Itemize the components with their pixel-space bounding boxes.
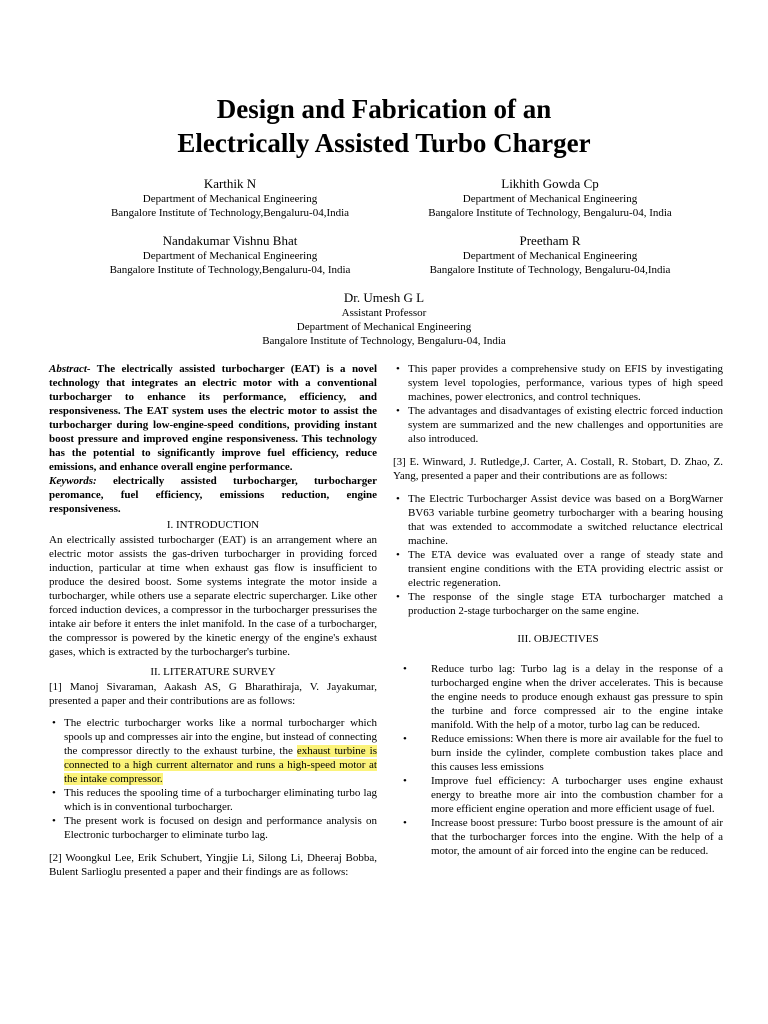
objective-text: Increase boost pressure: Turbo boost pressure is the amount of air that the turbocharger forces into the engine. With the help of a motor, the amount of air forced into the engine can be reduced.: [431, 817, 723, 857]
bullet-icon: •: [396, 363, 400, 375]
objective-text: Reduce turbo lag: Turbo lag is a delay in the response of a turbocharged engine when the driver accelerates. This is because the engine needs to produce enough exhaust gas pressure to spin the turbine and force compressed air to the engine intake manifold. With the help of a motor, turbo lag can be reduced.: [431, 663, 723, 731]
list-item: [393, 548, 723, 590]
bullet-icon: •: [396, 493, 400, 505]
author-dept: Department of Mechanical Engineering: [142, 250, 318, 262]
list-item: [393, 492, 723, 548]
keywords: [49, 474, 377, 516]
bullet-icon: •: [396, 591, 400, 603]
bullet-icon: •: [396, 405, 400, 417]
author-name: Nandakumar Vishnu Bhat: [162, 233, 298, 248]
ref3-bullet3-text: The response of the single stage ETA turbocharger matched a production 2-stage turbocharger on the same engine.: [408, 591, 723, 617]
ref2-bullet2-text: The advantages and disadvantages of existing electric forced induction system are summarized and the new challenges and opportunities are also introduced.: [408, 405, 723, 445]
list-item: [393, 362, 723, 404]
author-inst: Bangalore Institute of Technology, Bengaluru-04, India: [428, 207, 672, 219]
author-name: Likhith Gowda Cp: [501, 176, 599, 191]
right-column: [393, 362, 723, 858]
author-inst: Bangalore Institute of Technology, Bengaluru-04,India: [429, 264, 671, 276]
left-column: [49, 362, 377, 879]
list-item: [393, 590, 723, 618]
author-name: Preetham R: [519, 233, 581, 248]
abstract-label: Abstract-: [49, 363, 91, 375]
author-inst: Bangalore Institute of Technology, Bengaluru-04, India: [262, 335, 506, 347]
list-item: [393, 774, 723, 816]
bullet-icon: •: [403, 663, 407, 675]
objective-text: Improve fuel efficiency: A turbocharger uses engine exhaust energy to breathe more air into the combustion chamber for a more efficient engine operation and more efficient usage of fuel.: [431, 775, 723, 815]
paper-title-line-1: Design and Fabrication of an: [216, 94, 552, 124]
ref1-paragraph: [1] Manoj Sivaraman, Aakash AS, G Bharathiraja, V. Jayakumar, presented a paper and their contributions are as follows:: [49, 681, 377, 707]
author-dept: Department of Mechanical Engineering: [142, 193, 318, 205]
bullet-icon: •: [52, 787, 56, 799]
bullet-icon: •: [403, 775, 407, 787]
author-block-2: [395, 176, 705, 220]
author-inst: Bangalore Institute of Technology,Bengaluru-04, India: [109, 264, 351, 276]
ref3-bullet1-text: The Electric Turbocharger Assist device was based on a BorgWarner BV63 variable turbine geometry turbocharger with a bearing housing that was extended to accommodate a switched reluctance electrical machine.: [408, 493, 723, 547]
paper-title-line-2: Electrically Assisted Turbo Charger: [177, 128, 591, 158]
ref1-bullet3-text: The present work is focused on design and performance analysis on Electronic turbocharger to eliminate turbo lag.: [64, 815, 377, 841]
ref3-paragraph: [3] E. Winward, J. Rutledge,J. Carter, A. Costall, R. Stobart, D. Zhao, Z. Yang, presented a paper and their contributions are as follows:: [393, 456, 723, 482]
keywords-text: electrically assisted turbocharger, turbocharger peromance, fuel efficiency, emissions reduction, engine responsiveness.: [49, 475, 377, 515]
list-item: [393, 404, 723, 446]
bullet-icon: •: [403, 817, 407, 829]
author-block-3: [80, 233, 380, 277]
bullet-icon: •: [403, 733, 407, 745]
ref1-bullet2-text: This reduces the spooling time of a turbocharger eliminating turbo lag which is in conventional turbocharger.: [64, 787, 377, 813]
abstract-text: The electrically assisted turbocharger (EAT) is a novel technology that integrates an electric motor with a conventional turbocharger to enhance its performance, efficiency, and responsiveness. The EAT system uses the electric motor to assist the turbocharger during low-engine-speed conditions, providing instant boost pressure and improved engine responsiveness. This technology has the potential to significantly improve fuel efficiency, reduce emissions, and enhance overall engine performance.: [49, 363, 377, 473]
ref2-bullet1-text: This paper provides a comprehensive study on EFIS by investigating system level topologies, performance, various types of high speed machines, power electronics, and control techniques.: [408, 363, 723, 403]
author-block-4: [395, 233, 705, 277]
author-name: Karthik N: [203, 176, 257, 191]
objective-text: Reduce emissions: When there is more air available for the fuel to burn inside the cylinder, complete combustion takes place and this causes less emissions: [431, 733, 723, 773]
author-block-1: [80, 176, 380, 220]
list-item: [393, 662, 723, 732]
ref3-bullet2-text: The ETA device was evaluated over a range of steady state and transient engine conditions with the ETA providing electric assist or electric regeneration.: [408, 549, 723, 589]
author-dept: Department of Mechanical Engineering: [296, 321, 472, 333]
author-name: Dr. Umesh G L: [343, 290, 425, 305]
author-inst: Bangalore Institute of Technology,Bengaluru-04,India: [110, 207, 350, 219]
list-item: [393, 732, 723, 774]
author-role: Assistant Professor: [341, 307, 427, 319]
keywords-label: Keywords:: [49, 475, 97, 487]
objectives-heading: III. OBJECTIVES: [517, 633, 599, 645]
bullet-icon: •: [52, 717, 56, 729]
list-item: [49, 716, 377, 786]
ref1-bullet1-text: The electric turbocharger works like a normal turbocharger which spools up and compresses air into the engine, but instead of connecting the compressor directly to the exhaust turbine, the: [64, 717, 377, 757]
ref2-paragraph: [2] Woongkul Lee, Erik Schubert, Yingjie Li, Silong Li, Dheeraj Bobba, Bulent Sarlioglu presented a paper and their findings are as follows:: [49, 852, 377, 878]
author-block-5: [184, 290, 584, 348]
literature-heading: II. LITERATURE SURVEY: [150, 666, 276, 678]
bullet-icon: •: [396, 549, 400, 561]
author-dept: Department of Mechanical Engineering: [462, 250, 638, 262]
bullet-icon: •: [52, 815, 56, 827]
abstract: [49, 362, 377, 474]
intro-paragraph: An electrically assisted turbocharger (EAT) is an arrangement where an electric motor assists the gas-driven turbocharger in providing forced induction, particular at time when exhaust gas flow is insufficient to produce the desired boost. Some systems integrate the motor inside a turbocharger, while others use a separate electric supercharger. Like other forced induction devices, a compressor in the turbocharger pressurises the intake air before it enters the inlet manifold. In the case of a turbocharger, the compressor is powered by the kinetic energy of the engine's exhaust gases, which is extracted by the turbocharger's turbine.: [49, 534, 377, 658]
list-item: [49, 814, 377, 842]
list-item: [393, 816, 723, 858]
author-dept: Department of Mechanical Engineering: [462, 193, 638, 205]
intro-heading: I. INTRODUCTION: [166, 519, 260, 531]
list-item: [49, 786, 377, 814]
highlighted-text: exhaust turbine is connected to a high current alternator and runs a high-speed motor at the intake compressor.: [64, 745, 377, 785]
